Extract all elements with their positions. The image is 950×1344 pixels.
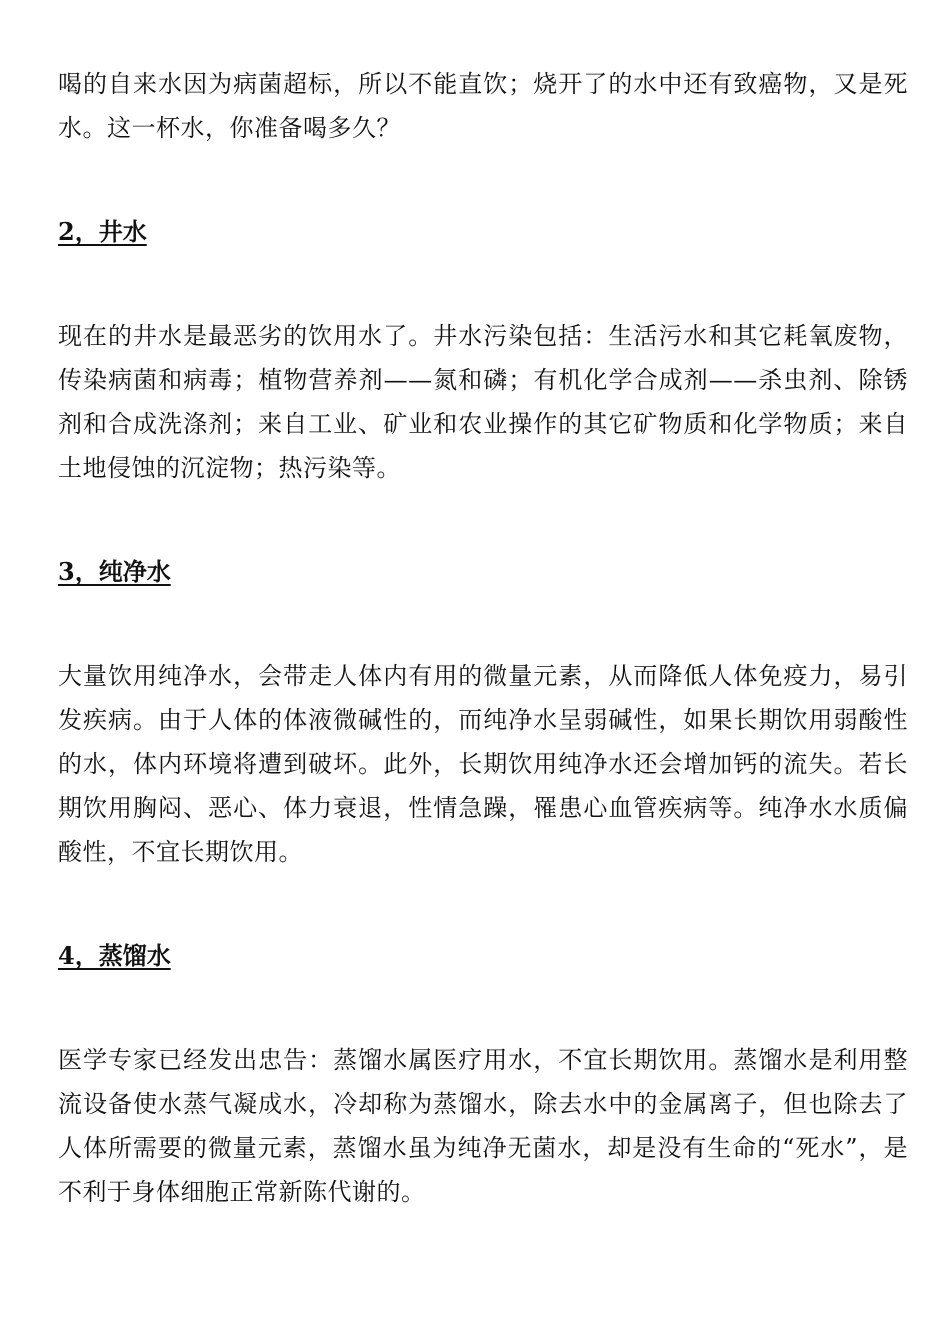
section-body-distilled-water: 医学专家已经发出忠告：蒸馏水属医疗用水，不宜长期饮用。蒸馏水是利用整流设备使水蒸气凝成水，冷却称为蒸馏水，除去水中的金属离子，但也除去了人体所需要的微量元素，蒸馏水虽为纯净无菌水，却是没有生命的“死水”，是不利于身体细胞正常新陈代谢的。	[58, 1046, 908, 1206]
intro-paragraph: 喝的自来水因为病菌超标，所以不能直饮；烧开了的水中还有致癌物，又是死水。这一杯水，你准备喝多久？	[58, 70, 908, 142]
section-heading-distilled-water: 4，蒸馏水	[58, 941, 171, 970]
section-body-purified-water: 大量饮用纯净水，会带走人体内有用的微量元素，从而降低人体免疫力，易引发疾病。由于人体的体液微碱性的，而纯净水呈弱碱性，如果长期饮用弱酸性的水，体内环境将遭到破坏。此外，长期饮用纯净水还会增加钙的流失。若长期饮用胸闷、恶心、体力衰退，性情急躁，罹患心血管疾病等。纯净水水质偏酸性，不宜长期饮用。	[58, 662, 908, 866]
document-page	[58, 62, 908, 1214]
section-heading-well-water: 2，井水	[58, 217, 147, 246]
section-body-well-water: 现在的井水是最恶劣的饮用水了。井水污染包括：生活污水和其它耗氧废物，传染病菌和病毒；植物营养剂——氮和磷；有机化学合成剂——杀虫剂、除锈剂和合成洗涤剂；来自工业、矿业和农业操作的其它矿物质和化学物质；来自土地侵蚀的沉淀物；热污染等。	[58, 322, 908, 482]
section-heading-purified-water: 3，纯净水	[58, 557, 171, 586]
